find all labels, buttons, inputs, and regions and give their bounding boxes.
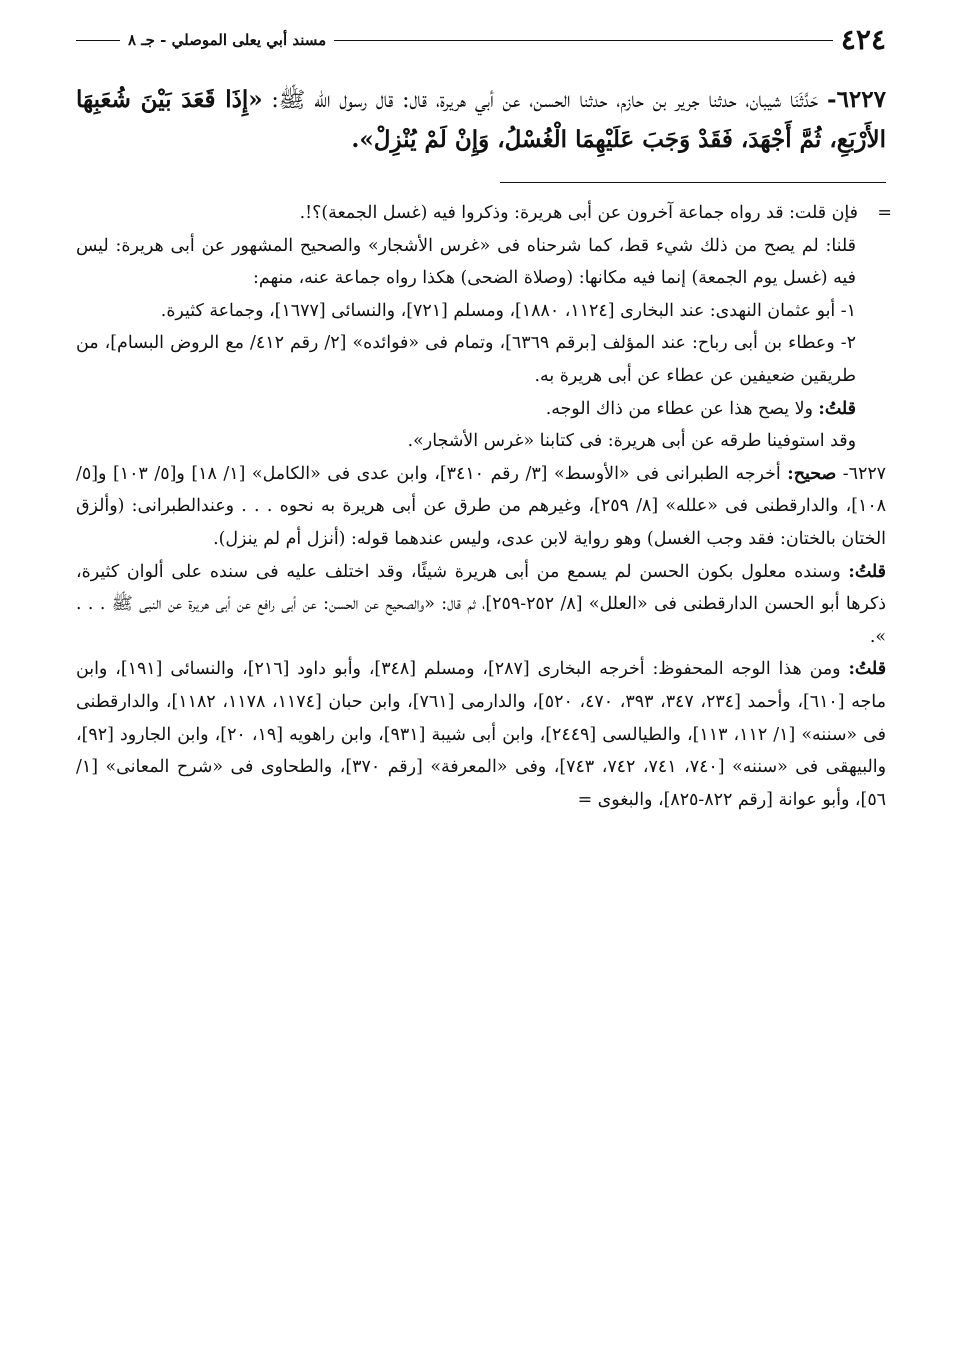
takhrij-paragraph bbox=[76, 458, 886, 556]
footnote-paragraph: قلنا: لم يصح من ذلك شيء قط، كما شرحناه فى «غرس الأشجار» والصحيح المشهور عن أبى هريرة: ليس فيه (غسل يوم الجمعة) إنما فيه مكانها: (وصلاة الضحى) هكذا رواه جماعة عنه، منهم: bbox=[76, 235, 856, 289]
continuation-marker: = bbox=[877, 203, 892, 223]
qultu-label: قلتُ: bbox=[818, 398, 856, 419]
page bbox=[76, 22, 892, 816]
footnote-paragraph: ٢- وعطاء بن أبى رباح: عند المؤلف [برقم ٦٣٦٩]، وتمام فى «فوائده» [٢/ رقم ٤١٢/ مع الروض البسام]، من طريقين ضعيفين عن عطاء عن أبى هريرة به. bbox=[76, 333, 857, 386]
footnote-paragraph bbox=[76, 197, 892, 230]
hadith-matn: «إِذَا قَعَدَ بَيْنَ شُعَبِهَا الأَرْبَعِ، ثُمَّ أَجْهَدَ، فَقَدْ وَجَبَ عَلَيْهِمَا الْغُسْلُ، وَإِنْ لَمْ يُنْزِلْ». bbox=[76, 86, 886, 153]
footnotes bbox=[76, 197, 892, 816]
footnote-text: وسنده معلول بكون الحسن لم يسمع من أبى هريرة شيئًا، وقد اختلف عليه فى سنده على ألوان كثيرة، ذكرها أبو الحسن الدارقطنى فى «العلل» [٨/ ٢٥٢-٢٥٩]، ثم قال: «والصحيح عن الحسن: عن أبى رافع عن أبى هريرة عن النبى ﷺ . . . ». bbox=[76, 561, 887, 647]
hadith-number: ٦٢٢٧- bbox=[827, 86, 886, 113]
page-number: ٤٢٤ bbox=[833, 22, 886, 58]
qultu-label: قلتُ: bbox=[848, 659, 887, 680]
takhrij-number: ٦٢٢٧- bbox=[842, 463, 887, 484]
header-gap bbox=[806, 30, 824, 32]
footnote-paragraph bbox=[76, 556, 886, 654]
footnote-paragraph bbox=[76, 393, 886, 426]
grade-label: صحيح: bbox=[787, 463, 837, 484]
footnote-paragraph: ١- أبو عثمان النهدى: عند البخارى [١١٢٤، ١٨٨٠]، ومسلم [٧٢١]، والنسائى [١٦٧٧]، وجماعة كثيرة. bbox=[160, 300, 856, 321]
footnote-text: ولا يصح هذا عن عطاء من ذاك الوجه. bbox=[545, 398, 813, 419]
footnote-separator bbox=[500, 182, 886, 183]
footnote-text: ومن هذا الوجه المحفوظ: أخرجه البخارى [٢٨٧]، ومسلم [٣٤٨]، وأبو داود [٢١٦]، والنسائى [١٩١]، وابن ماجه [٦١٠]، وأحمد [٢٣٤، ٣٤٧، ٣٩٣، ٤٧٠، ٥٢٠]، والدارمى [٧٦١]، وابن حبان [١١٧٤، ١١٧٨، ١١٨٢]، والدارقطنى فى «سننه» [١/ ١١٢، ١١٣]، والطيالسى [٢٤٤٩]، وابن أبى شيبة [٩٣١]، وابن راهويه [١٩، ٢٠]، وابن الجارود [٩٢]، والبيهقى فى «سننه» [٧٤٠، ٧٤١، ٧٤٢، ٧٤٣]، وفى «المعرفة» [رقم ٣٧٠]، والطحاوى فى «شرح المعانى» [١/ ٥٦]، وأبو عوانة [رقم ٨٢٢-٨٢٥]، والبغوى = bbox=[76, 659, 886, 810]
running-header bbox=[76, 22, 886, 58]
footnote-text: أخرجه الطبرانى فى «الأوسط» [٣/ رقم ٣٤١٠]، وابن عدى فى «الكامل» [١/ ١٨] و[٥/ ١٠٣] و[٥/ ١٠٨]، والدارقطنى فى «علله» [٨/ ٢٥٩]، وغيرهم من طرق عن أبى هريرة به نحوه . . . وعندالطبرانى: (وألزق الختان بالختان: فقد وجب الغسل) وهو رواية لابن عدى، وليس عندهما قوله: (أنزل أم لم ينزل). bbox=[76, 463, 887, 549]
hadith-isnad: حَدَّثَنَا شيبان، حدثنا جرير بن حازم، حدثنا الحسن، عن أبي هريرة، قال: قال رسول الله ﷺ: bbox=[271, 88, 819, 113]
footnote-text: فإن قلت: قد رواه جماعة آخرون عن أبى هريرة: وذكروا فيه (غسل الجمعة)؟!. bbox=[299, 203, 858, 223]
header-title: مسند أبي يعلى الموصلي - جـ ٨ bbox=[120, 30, 334, 50]
qultu-label: قلتُ: bbox=[848, 561, 886, 582]
footnote-paragraph bbox=[76, 653, 886, 816]
hadith-main-text bbox=[76, 80, 886, 160]
footnote-paragraph: وقد استوفينا طرقه عن أبى هريرة: فى كتابنا «غرس الأشجار». bbox=[407, 431, 856, 452]
